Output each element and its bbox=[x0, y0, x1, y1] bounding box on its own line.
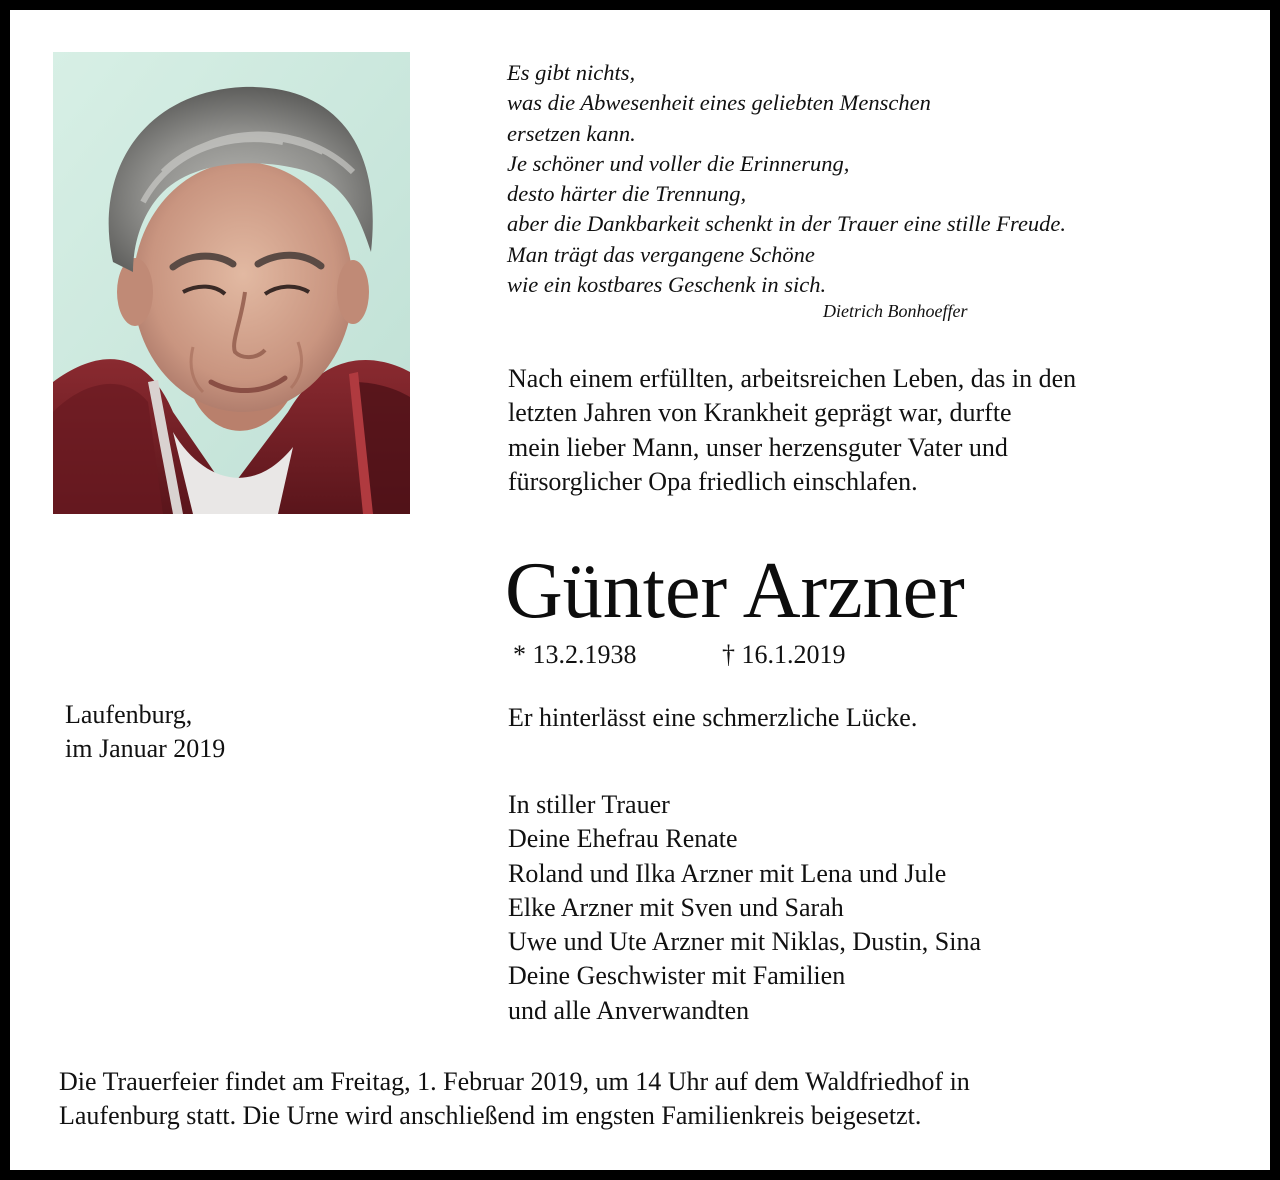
intro-line: mein lieber Mann, unser herzensguter Vater und bbox=[508, 432, 1008, 462]
ceremony-line: Die Trauerfeier findet am Freitag, 1. Februar 2019, um 14 Uhr auf dem Waldfriedhof in bbox=[59, 1067, 970, 1096]
quote-line: wie ein kostbares Geschenk in sich. bbox=[507, 272, 827, 298]
mourner-line: In stiller Trauer bbox=[508, 790, 670, 819]
intro-line: letzten Jahren von Krankheit geprägt war, durfte bbox=[508, 398, 1012, 428]
intro-text bbox=[508, 362, 1228, 499]
intro-line: Nach einem erfüllten, arbeitsreichen Leben, das in den bbox=[508, 364, 1077, 393]
mourner-line: Elke Arzner mit Sven und Sarah bbox=[508, 892, 844, 922]
portrait-photo bbox=[53, 52, 410, 514]
portrait-illustration bbox=[53, 52, 410, 514]
mourners-list bbox=[508, 788, 981, 1028]
ceremony-info bbox=[59, 1065, 1249, 1133]
quote-line: Je schöner und voller die Erinnerung, bbox=[507, 150, 850, 176]
place-line: Laufenburg, bbox=[65, 700, 193, 729]
loss-statement: Er hinterlässt eine schmerzliche Lücke. bbox=[508, 703, 918, 732]
mourner-line: Roland und Ilka Arzner mit Lena und Jule bbox=[508, 858, 947, 888]
quote-author: Dietrich Bonhoeffer bbox=[823, 301, 968, 321]
ceremony-line: Laufenburg statt. Die Urne wird anschließend im engsten Familienkreis beigesetzt. bbox=[59, 1101, 922, 1130]
mourner-line: Uwe und Ute Arzner mit Niklas, Dustin, Sina bbox=[508, 927, 981, 957]
quote-line: desto härter die Trennung, bbox=[507, 181, 747, 207]
deceased-name: Günter Arzner bbox=[505, 547, 965, 635]
quote-line: Man trägt das vergangene Schöne bbox=[507, 241, 815, 267]
quote-poem bbox=[507, 58, 1207, 300]
mourner-line: und alle Anverwandten bbox=[508, 995, 750, 1025]
quote-line: ersetzen kann. bbox=[507, 120, 636, 146]
quote-line: was die Abwesenheit eines geliebten Menschen bbox=[507, 90, 931, 116]
birth-date: * 13.2.1938 bbox=[513, 640, 637, 669]
quote-line: Es gibt nichts, bbox=[507, 60, 636, 85]
date-line: im Januar 2019 bbox=[65, 734, 226, 763]
intro-line: fürsorglicher Opa friedlich einschlafen. bbox=[508, 466, 918, 496]
quote-line: aber die Dankbarkeit schenkt in der Trauer eine stille Freude. bbox=[507, 211, 1067, 237]
place-and-date bbox=[65, 698, 225, 766]
mourner-line: Deine Geschwister mit Familien bbox=[508, 961, 846, 991]
mourner-line: Deine Ehefrau Renate bbox=[508, 824, 738, 854]
death-date: † 16.1.2019 bbox=[722, 640, 846, 669]
